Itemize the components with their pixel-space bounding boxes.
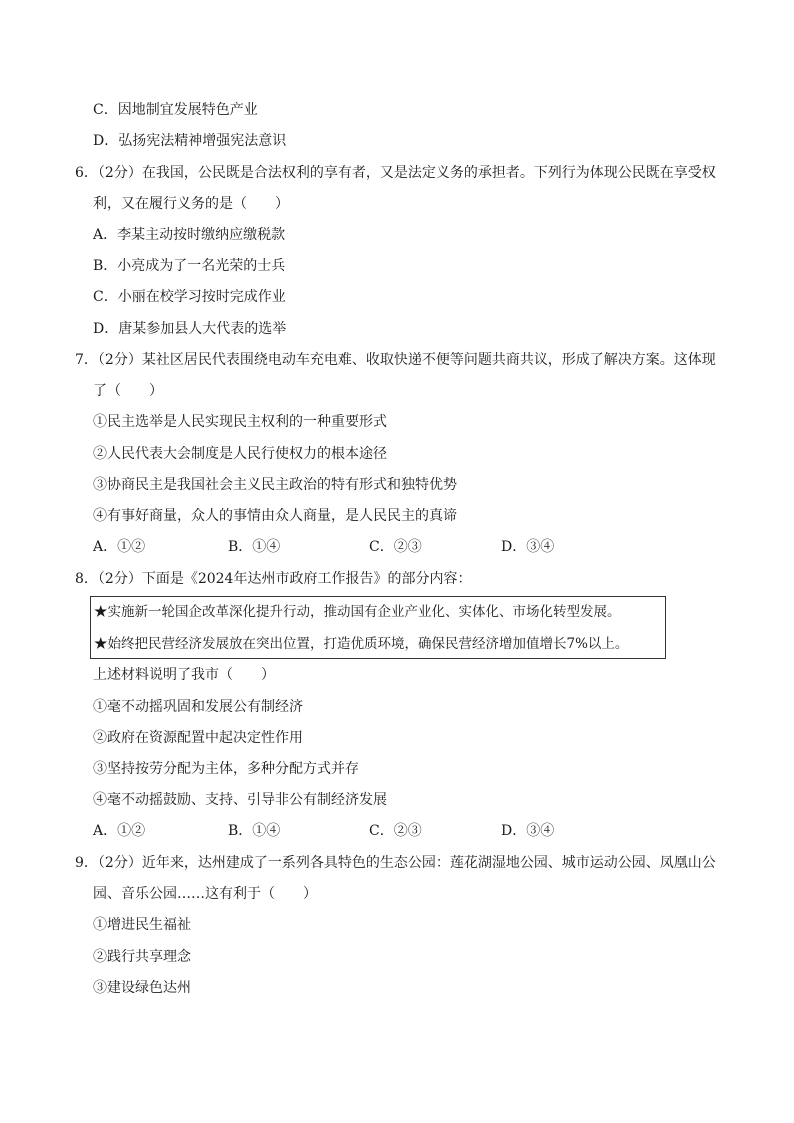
q8-material-line-1: ★实施新一轮国企改革深化提升行动，推动国有企业产业化、实体化、市场化转型发展。	[94, 604, 621, 620]
q5-option-c: C．因地制宜发展特色产业	[93, 102, 258, 118]
q8-material-line-2: ★始终把民营经济发展放在突出位置，打造优质环境，确保民营经济增加值增长7%以上。	[94, 636, 629, 652]
q7-choice-d: D．③④	[501, 539, 555, 555]
q7-choice-c: C．②③	[369, 539, 422, 555]
q9-stem-line-1: 9．（2分）近年来，达州建成了一系列各具特色的生态公园：莲花湖湿地公园、城市运动公园、凤凰山公	[75, 855, 716, 871]
q6-option-b: B．小亮成为了一名光荣的士兵	[93, 258, 286, 274]
q8-material-box	[90, 596, 666, 659]
q5-option-d: D．弘扬宪法精神增强宪法意识	[93, 133, 287, 149]
q7-choice-a: A．①②	[93, 539, 146, 555]
q8-stem-line-1: 8．（2分）下面是《2024年达州市政府工作报告》的部分内容：	[75, 571, 472, 587]
q6-stem-line-1: 6．（2分）在我国，公民既是合法权利的享有者，又是法定义务的承担者。下列行为体现公民既在享受权	[75, 165, 716, 181]
q8-item-3: ③坚持按劳分配为主体，多种分配方式并存	[93, 761, 359, 777]
q7-item-2: ②人民代表大会制度是人民行使权力的根本途径	[93, 446, 387, 462]
q9-item-2: ②践行共享理念	[93, 949, 191, 965]
q8-choice-a: A．①②	[93, 823, 146, 839]
q9-item-3: ③建设绿色达州	[93, 980, 191, 996]
q9-stem-line-2: 园、音乐公园……这有利于（ ）	[93, 886, 317, 902]
q8-choice-b: B．①④	[228, 823, 281, 839]
q7-item-3: ③协商民主是我国社会主义民主政治的特有形式和独特优势	[93, 477, 457, 493]
q7-stem-line-1: 7．（2分）某社区居民代表围绕电动车充电难、收取快递不便等问题共商共议，形成了解决方案。这体现	[75, 352, 716, 368]
q6-option-c: C．小丽在校学习按时完成作业	[93, 289, 286, 305]
q8-item-4: ④毫不动摇鼓励、支持、引导非公有制经济发展	[93, 792, 387, 808]
q6-stem-line-2: 利，又在履行义务的是（ ）	[93, 196, 289, 212]
q6-option-d: D．唐某参加县人大代表的选举	[93, 321, 287, 337]
q8-choice-d: D．③④	[501, 823, 555, 839]
q7-item-1: ①民主选举是人民实现民主权利的一种重要形式	[93, 414, 387, 430]
q8-item-2: ②政府在资源配置中起决定性作用	[93, 730, 303, 746]
q8-choice-c: C．②③	[369, 823, 422, 839]
q8-stem-line-2: 上述材料说明了我市（ ）	[93, 667, 275, 683]
q8-item-1: ①毫不动摇巩固和发展公有制经济	[93, 699, 303, 715]
q7-choice-b: B．①④	[228, 539, 281, 555]
q9-item-1: ①增进民生福祉	[93, 917, 191, 933]
q6-option-a: A．李某主动按时缴纳应缴税款	[93, 227, 286, 243]
q7-item-4: ④有事好商量，众人的事情由众人商量，是人民民主的真谛	[93, 508, 457, 524]
q7-stem-line-2: 了（ ）	[93, 383, 163, 399]
